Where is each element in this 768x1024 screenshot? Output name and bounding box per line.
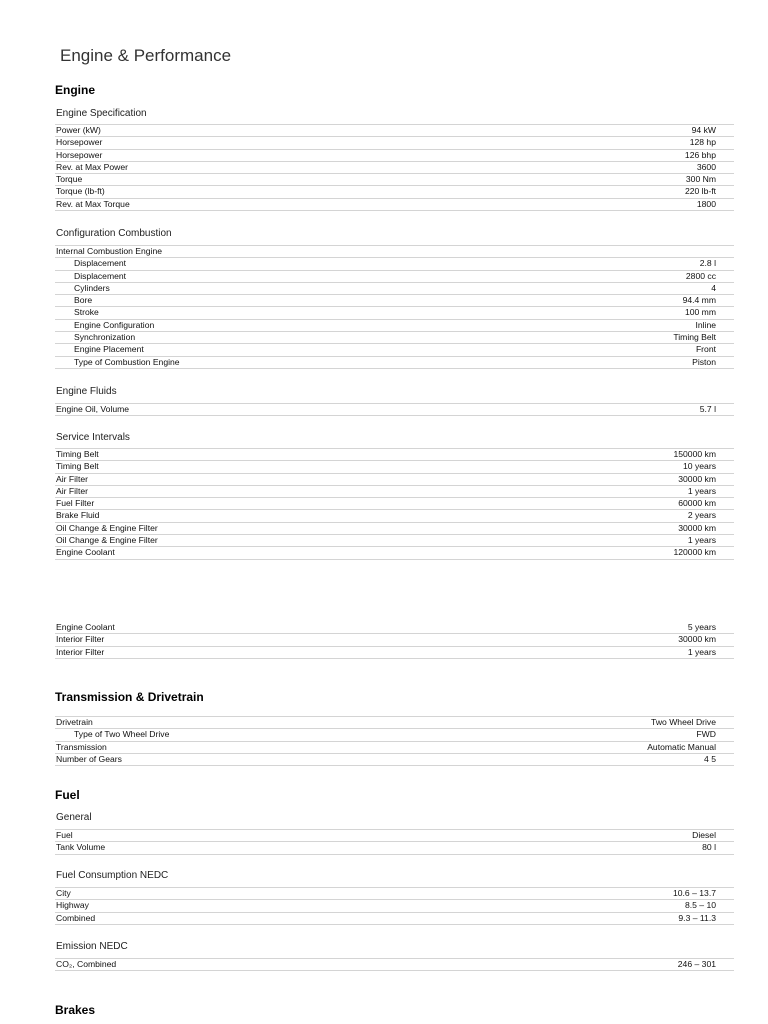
row-label: Interior Filter xyxy=(56,634,105,645)
row-label: Engine Configuration xyxy=(74,319,155,330)
row-label: Combined xyxy=(56,912,96,923)
table-row xyxy=(55,622,734,634)
table-fuel-consumption xyxy=(55,887,734,925)
row-label: Horsepower xyxy=(56,149,103,160)
table-row xyxy=(55,510,734,522)
row-label: Power (kW) xyxy=(56,125,101,135)
row-value: Timing Belt xyxy=(673,332,716,343)
row-value: 3600 xyxy=(696,161,716,172)
row-label: Type of Two Wheel Drive xyxy=(74,729,170,740)
row-label: Cylinders xyxy=(74,282,110,293)
table-row xyxy=(55,137,734,149)
group-title-fuel-general: General xyxy=(56,812,92,823)
row-value: 300 Nm xyxy=(685,174,716,185)
page-title: Engine & Performance xyxy=(60,46,232,65)
table-row xyxy=(55,913,734,925)
row-value: 30000 km xyxy=(678,634,716,645)
row-value: 5 years xyxy=(687,622,716,632)
table-row xyxy=(55,461,734,473)
table-row xyxy=(55,344,734,356)
row-label: CO₂, Combined xyxy=(56,959,117,969)
row-label: Internal Combustion Engine xyxy=(56,246,163,256)
row-label: Rev. at Max Power xyxy=(56,161,128,172)
table-row xyxy=(55,523,734,535)
row-value: Inline xyxy=(695,319,716,330)
row-value: 94.4 mm xyxy=(682,295,716,306)
row-value: 1 years xyxy=(687,646,716,657)
row-label: Air Filter xyxy=(56,473,88,484)
row-value: 100 mm xyxy=(684,307,716,318)
row-label: Fuel Filter xyxy=(56,498,95,509)
group-title-service-intervals: Service Intervals xyxy=(56,432,130,443)
group-title-engine-specification: Engine Specification xyxy=(56,108,147,119)
table-row xyxy=(55,271,734,283)
table-row xyxy=(55,186,734,198)
row-label: Air Filter xyxy=(56,485,88,496)
row-label: Engine Oil, Volume xyxy=(56,404,130,414)
row-value: 8.5 – 10 xyxy=(684,900,716,911)
group-title-engine-fluids: Engine Fluids xyxy=(56,386,117,397)
row-value: Automatic Manual xyxy=(647,741,716,752)
row-label: Drivetrain xyxy=(56,717,93,727)
table-row xyxy=(55,449,734,461)
table-row xyxy=(55,474,734,486)
row-label: Oil Change & Engine Filter xyxy=(56,522,158,533)
group-title-fuel-consumption: Fuel Consumption NEDC xyxy=(56,870,169,881)
group-title-emission: Emission NEDC xyxy=(56,941,128,952)
table-configuration-combustion xyxy=(55,245,734,369)
row-value: Front xyxy=(695,344,716,355)
row-label: Engine Placement xyxy=(74,344,144,355)
table-row xyxy=(55,742,734,754)
section-heading-brakes: Brakes xyxy=(55,1003,96,1017)
row-value: 2 years xyxy=(687,510,716,521)
row-label: Tank Volume xyxy=(56,842,106,853)
table-row xyxy=(55,717,734,729)
table-row xyxy=(55,320,734,332)
table-row xyxy=(55,547,734,559)
row-label: Rev. at Max Torque xyxy=(56,198,130,209)
row-label: Type of Combustion Engine xyxy=(74,356,180,367)
table-emission xyxy=(55,958,734,971)
row-value: 1 years xyxy=(687,485,716,496)
row-value: 94 kW xyxy=(691,125,716,135)
row-label: Engine Coolant xyxy=(56,547,115,558)
row-label: Displacement xyxy=(74,270,127,281)
row-label: Timing Belt xyxy=(56,461,99,472)
table-row xyxy=(55,246,734,258)
row-label: Engine Coolant xyxy=(56,622,115,632)
section-heading-fuel: Fuel xyxy=(55,788,80,802)
table-row xyxy=(55,754,734,766)
section-heading-transmission: Transmission & Drivetrain xyxy=(55,690,204,704)
table-row xyxy=(55,307,734,319)
table-service-intervals-continued xyxy=(55,622,734,659)
table-fuel-general xyxy=(55,829,734,855)
row-value: 1 years xyxy=(687,535,716,546)
table-row xyxy=(55,830,734,842)
table-row xyxy=(55,842,734,854)
row-label: Stroke xyxy=(74,307,99,318)
table-row xyxy=(55,258,734,270)
row-label: Fuel xyxy=(56,830,73,840)
table-row xyxy=(55,162,734,174)
table-row xyxy=(55,729,734,741)
table-service-intervals xyxy=(55,448,734,560)
table-row xyxy=(55,647,734,659)
row-value: 2800 cc xyxy=(685,270,716,281)
table-row xyxy=(55,498,734,510)
row-value: 2.8 l xyxy=(699,258,716,269)
row-label: Bore xyxy=(74,295,93,306)
table-row xyxy=(55,486,734,498)
row-value: Diesel xyxy=(692,830,716,840)
row-label: Horsepower xyxy=(56,137,103,148)
table-row xyxy=(55,634,734,646)
row-value: 9.3 – 11.3 xyxy=(678,912,716,923)
row-label: Displacement xyxy=(74,258,127,269)
row-value: 4 xyxy=(711,282,716,293)
section-heading-engine: Engine xyxy=(55,83,96,97)
row-value: 1800 xyxy=(696,198,716,209)
row-value: 30000 km xyxy=(678,473,716,484)
table-row xyxy=(55,332,734,344)
row-label: Oil Change & Engine Filter xyxy=(56,535,158,546)
row-value: FWD xyxy=(696,729,716,740)
row-label: Brake Fluid xyxy=(56,510,100,521)
row-label: Timing Belt xyxy=(56,449,99,459)
table-row xyxy=(55,900,734,912)
group-title-configuration-combustion: Configuration Combustion xyxy=(56,228,172,239)
row-value: 60000 km xyxy=(678,498,716,509)
row-value: 10.6 – 13.7 xyxy=(672,888,716,898)
row-value: Piston xyxy=(692,356,716,367)
row-value: 120000 km xyxy=(673,547,716,558)
table-row xyxy=(55,357,734,369)
row-value: 4 5 xyxy=(704,753,716,764)
table-row xyxy=(55,125,734,137)
row-value: 5.7 l xyxy=(699,404,716,414)
table-row xyxy=(55,199,734,211)
table-row xyxy=(55,295,734,307)
table-engine-specification xyxy=(55,124,734,211)
row-label: Torque (lb-ft) xyxy=(56,186,105,197)
row-label: Torque xyxy=(56,174,83,185)
table-row xyxy=(55,283,734,295)
table-row xyxy=(55,404,734,416)
row-value: 10 years xyxy=(683,461,716,472)
row-label: City xyxy=(56,888,71,898)
table-transmission xyxy=(55,716,734,766)
row-value: 246 – 301 xyxy=(677,959,716,969)
row-label: Interior Filter xyxy=(56,646,105,657)
table-row xyxy=(55,959,734,971)
row-label: Highway xyxy=(56,900,89,911)
row-value: Two Wheel Drive xyxy=(651,717,716,727)
row-value: 128 hp xyxy=(689,137,716,148)
table-row xyxy=(55,888,734,900)
row-value: 30000 km xyxy=(678,522,716,533)
table-engine-fluids xyxy=(55,403,734,416)
row-label: Synchronization xyxy=(74,332,136,343)
row-value: 220 lb-ft xyxy=(684,186,716,197)
table-row xyxy=(55,174,734,186)
table-row xyxy=(55,535,734,547)
row-value: 80 l xyxy=(702,842,716,853)
row-label: Number of Gears xyxy=(56,753,122,764)
table-row xyxy=(55,150,734,162)
row-value: 150000 km xyxy=(673,449,716,459)
row-label: Transmission xyxy=(56,741,107,752)
row-value: 126 bhp xyxy=(684,149,716,160)
